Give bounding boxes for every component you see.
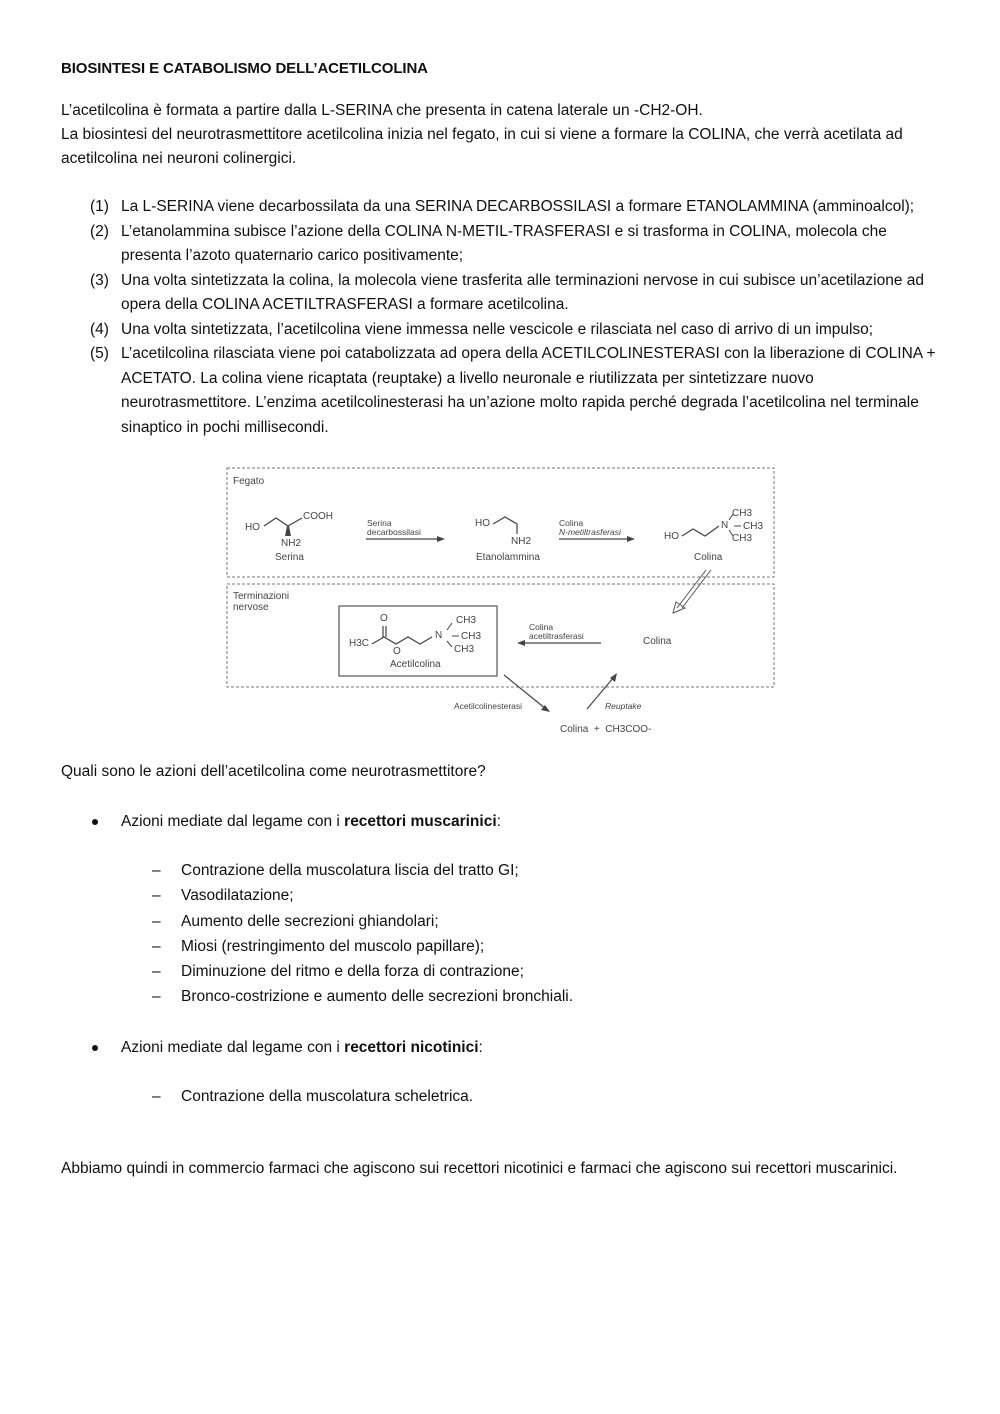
transfer-arrow-head: [673, 602, 685, 613]
serine-cooh: COOH: [303, 511, 333, 522]
steps-list: [61, 195, 941, 440]
step-number: (1): [90, 198, 109, 215]
step-item: [90, 269, 941, 318]
enzyme-label: Colina: [559, 518, 584, 528]
acetylcholine-bonds: [372, 637, 432, 644]
ach-ch3: CH3: [456, 615, 477, 626]
dash-item: – Aumento delle secrezioni ghiandolari;: [152, 912, 439, 930]
enzyme-label: decarbossilasi: [367, 527, 421, 537]
step-text: Una volta sintetizzata, l’acetilcolina viene immessa nelle vescicole e rilasciata nel caso di arrivo di un impulso;: [121, 320, 874, 338]
choline-ch3: CH3: [732, 533, 753, 544]
bullet-text: Azioni mediate dal legame con i: [121, 1038, 345, 1056]
nerve-box: [227, 584, 774, 687]
dash-item: – Diminuzione del ritmo e della forza di contrazione;: [152, 963, 524, 981]
reuptake-label: Reuptake: [605, 701, 642, 711]
step-item: [90, 318, 941, 343]
choline-nerve-label: Colina: [643, 636, 672, 647]
choline-ch3: CH3: [732, 508, 753, 519]
step-item: [90, 342, 941, 440]
enzyme-label: Colina: [529, 622, 554, 632]
bullet-dot: [92, 819, 98, 825]
dash-text: Contrazione della muscolatura liscia del tratto GI;: [181, 862, 519, 879]
dash-item: – Vasodilatazione;: [152, 887, 294, 905]
choline-n: N: [721, 520, 729, 531]
products-label: Colina + CH3COO-: [560, 724, 652, 735]
serine-name: Serina: [275, 552, 304, 563]
step-text: Una volta sintetizzata la colina, la molecola viene trasferita alle terminazioni nervose in cui subisce un’acetilazione ad opera della COLINA ACETILTRASFERASI a formare acetilcolina.: [121, 271, 924, 313]
arrow-head: [437, 536, 445, 542]
enzyme-label: acetiltrasferasi: [529, 631, 584, 641]
bullet-bold: recettori nicotinici: [344, 1038, 479, 1056]
step-number: (4): [90, 320, 109, 338]
enzyme-label: Acetilcolinesterasi: [454, 701, 523, 711]
enzyme-label: Serina: [367, 518, 392, 528]
dash-text: Vasodilatazione;: [181, 887, 294, 905]
methyl-bond: [447, 623, 452, 630]
methyl-bond: [447, 641, 452, 647]
arrow-head: [517, 640, 525, 646]
step-number: (3): [90, 271, 109, 289]
ethanolamine-name: Etanolammina: [476, 552, 540, 563]
ach-ch3: CH3: [454, 644, 475, 655]
dash-item: – Miosi (restringimento del muscolo papillare);: [152, 937, 485, 955]
bullet-dot: [92, 1045, 98, 1051]
step-text: L’etanolammina subisce l’azione della COLINA N-METIL-TRASFERASI e si trasforma in COLINA, molecola che presenta l’azoto quaternario carico positivamente;: [121, 222, 887, 264]
choline-name: Colina: [694, 552, 723, 563]
acetylcholine-name: Acetilcolina: [390, 659, 441, 670]
step-item: [90, 220, 941, 269]
transfer-arrow: [677, 570, 706, 608]
step-number: (5): [90, 345, 109, 362]
step-text: L’acetilcolina rilasciata viene poi catabolizzata ad opera della ACETILCOLINESTERASI con la liberazione di COLINA + ACETATO. La colina viene ricaptata (reuptake) a livello neuronale e riutilizzata per sintetizzare nuovo neurotrasmettitore. L’enzima acetilcolinesterasi ha un’azione molto rapida perché degrada l’acetilcolina nel terminale sinaptico in pochi millisecondi.: [121, 345, 936, 436]
bullet-suffix: :: [478, 1038, 483, 1056]
intro-section: [61, 99, 941, 171]
dash-text: Aumento delle secrezioni ghiandolari;: [181, 912, 439, 930]
step-number: (2): [90, 222, 109, 240]
ach-ch3: CH3: [461, 631, 482, 642]
bullet-item: [61, 810, 941, 1010]
ach-n: N: [435, 630, 443, 641]
intro-paragraph: La biosintesi del neurotrasmettitore acetilcolina inizia nel fegato, in cui si viene a formare la COLINA, che verrà acetilata ad acetilcolina nei neuroni colinergici.: [61, 126, 903, 167]
actions-list: [61, 810, 941, 1109]
transfer-arrow: [682, 570, 711, 608]
ach-h3c: H3C: [349, 638, 370, 649]
enzyme-label: N-metiltrasferasi: [559, 527, 621, 537]
arrow-head: [627, 536, 635, 542]
choline-ho: HO: [664, 531, 679, 542]
dash-item: – Bronco-costrizione e aumento delle secrezioni bronchiali.: [152, 988, 574, 1006]
question: Quali sono le azioni dell’acetilcolina come neurotrasmettitore?: [61, 763, 486, 780]
dash-text: Diminuzione del ritmo e della forza di contrazione;: [181, 963, 524, 981]
dash-item: – Contrazione della muscolatura scheletrica.: [152, 1087, 474, 1105]
step-text: La L-SERINA viene decarbossilata da una SERINA DECARBOSSILASI a formare ETANOLAMMINA (amminoalcol);: [121, 198, 915, 215]
ethanolamine-nh2: NH2: [511, 536, 532, 547]
serine-ho: HO: [245, 522, 260, 533]
choline-ch3: CH3: [743, 521, 764, 532]
bullet-item: [61, 1036, 941, 1109]
muscarinic-effects: [121, 858, 941, 1010]
bullet-text: Azioni mediate dal legame con i: [121, 813, 345, 830]
dash-text: Bronco-costrizione e aumento delle secrezioni bronchiali.: [181, 988, 574, 1006]
bullet-bold: recettori muscarinici: [344, 813, 497, 830]
nerve-label: nervose: [233, 602, 269, 613]
ethanolamine-ho: HO: [475, 518, 490, 529]
dash-item: – Contrazione della muscolatura liscia del tratto GI;: [152, 862, 519, 879]
nerve-label: Terminazioni: [233, 591, 290, 602]
ach-o: O: [393, 646, 401, 657]
intro-paragraph: L’acetilcolina è formata a partire dalla L-SERINA che presenta in catena laterale un -CH2-OH.: [61, 102, 703, 119]
serine-nh2: NH2: [281, 538, 302, 549]
dash-text: Miosi (restringimento del muscolo papillare);: [181, 937, 485, 955]
dash-text: Contrazione della muscolatura scheletrica.: [181, 1087, 474, 1105]
serine-bonds: [264, 518, 302, 526]
choline-bonds: [682, 526, 719, 536]
step-item: [90, 195, 941, 220]
document-page: [61, 60, 941, 1181]
serine-wedge: [285, 526, 291, 536]
ach-o: O: [380, 613, 388, 624]
nicotinic-effects: [121, 1084, 941, 1109]
document-title: BIOSINTESI E CATABOLISMO DELL’ACETILCOLINA: [61, 60, 428, 77]
biosynthesis-figure: [221, 466, 781, 746]
liver-label: Fegato: [233, 476, 265, 487]
conclusion: Abbiamo quindi in commercio farmaci che agiscono sui recettori nicotinici e farmaci che agiscono sui recettori muscarinici.: [61, 1160, 898, 1178]
ethanolamine-bonds: [493, 517, 517, 534]
bullet-suffix: :: [496, 813, 501, 830]
